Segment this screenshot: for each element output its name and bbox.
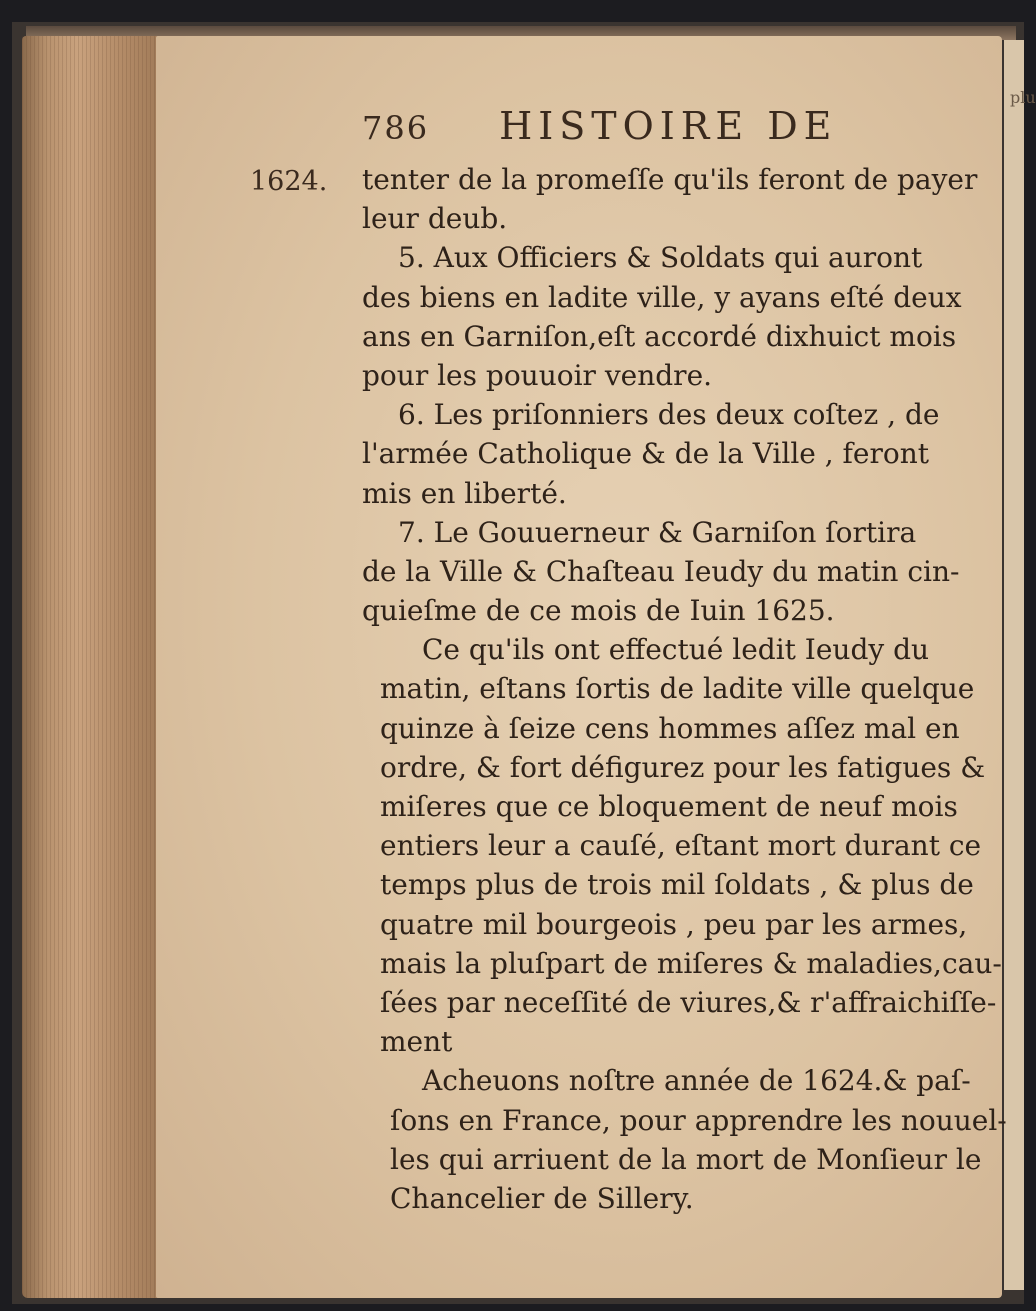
text-line: Chancelier de Sillery. <box>390 1181 694 1215</box>
text-line: 7. Le Gouuerneur & Garniſon ſortira <box>398 515 917 549</box>
text-line: pour les pouuoir vendre. <box>362 358 713 392</box>
text-line: quieſme de ce mois de Iuin 1625. <box>362 594 835 628</box>
margin-year-note: 1624. <box>250 166 328 197</box>
text-line: Ce qu'ils ont effectué ledit Ieudy du <box>422 633 930 667</box>
text-line: l'armée Catholique & de la Ville , feront <box>362 437 930 471</box>
text-line: ſées par neceſſité de viures,& r'affraichiſſe- <box>380 985 997 1019</box>
text-line: 6. Les priſonniers des deux coſtez , de <box>398 398 940 432</box>
text-line: de la Ville & Chaſteau Ieudy du matin cin- <box>362 554 960 588</box>
page-number: 786 <box>362 109 430 147</box>
text-line: quatre mil bourgeois , peu par les armes, <box>380 907 968 941</box>
text-line: 5. Aux Officiers & Soldats qui auront <box>398 241 923 275</box>
text-line: matin, eſtans ſortis de ladite ville quelque <box>380 672 975 706</box>
text-line: mais la pluſpart de miſeres & maladies,cau- <box>380 946 1002 980</box>
text-line: mis en liberté. <box>362 476 567 510</box>
text-line: les qui arriuent de la mort de Monſieur le <box>390 1142 982 1176</box>
text-line: entiers leur a cauſé, eſtant mort durant ce <box>380 829 982 863</box>
text-line: Acheuons noſtre année de 1624.& paſ- <box>422 1064 971 1098</box>
text-line: quinze à ſeize cens hommes aſſez mal en <box>380 711 960 745</box>
text-line: miſeres que ce bloquement de neuf mois <box>380 790 958 823</box>
text-line: temps plus de trois mil ſoldats , & plus de <box>380 868 974 902</box>
text-line: ment <box>380 1025 453 1059</box>
text-line: leur deub. <box>362 202 508 236</box>
running-title: HISTOIRE DE <box>499 104 838 148</box>
adjacent-page-text: plu <box>1010 88 1036 107</box>
text-line: tenter de la promeſſe qu'ils feront de payer <box>362 163 978 196</box>
text-line: des biens en ladite ville, y ayans eſté deux <box>362 280 962 314</box>
running-head <box>362 104 922 154</box>
text-line: ans en Garniſon,eſt accordé dixhuict mois <box>362 319 957 353</box>
text-line: ſons en France, pour apprendre les nouuel- <box>390 1103 1007 1137</box>
adjacent-page-fragment <box>1004 40 1036 1290</box>
body-text <box>362 160 1007 1218</box>
page-block-edge <box>22 36 162 1298</box>
text-line: ordre, & fort défigurez pour les fatigues & <box>380 750 986 784</box>
